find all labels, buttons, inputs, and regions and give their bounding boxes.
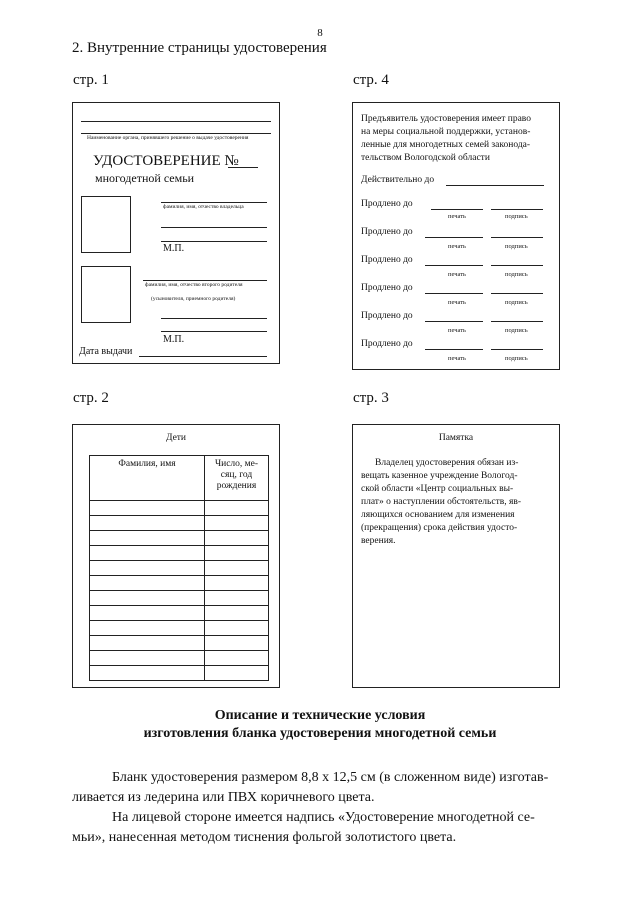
page4-label: стр. 4 [353,72,389,88]
page2-label: стр. 2 [73,390,109,406]
signature-caption: подпись [505,355,528,362]
issue-date-line [139,356,267,357]
table-header-row [90,456,269,501]
memo-line-2: вещать казенное учреждение Вологод- [361,471,518,481]
table-row [90,546,269,561]
column-header-birthdate: Число, ме- сяц, год рождения [205,456,269,501]
parent2-line-2 [161,318,267,319]
page1-frame [72,102,280,364]
rights-line-1: Предъявитель удостоверения имеет право [361,114,531,124]
photo-box-1 [81,196,131,253]
extended-until-label: Продлено до [361,255,413,265]
page3-label: стр. 3 [353,390,389,406]
org-caption: Наименование органа, принявшего решение о выдаче удостоверения [87,135,249,141]
number-line [228,167,258,168]
valid-until-label: Действительно до [361,175,435,185]
extended-until-label: Продлено до [361,311,413,321]
holder-caption: фамилия, имя, отчество владельца [163,204,244,210]
stamp-caption: печать [448,213,466,220]
certificate-title: УДОСТОВЕРЕНИЕ № [93,153,239,169]
stamp-line [425,237,483,238]
stamp-place-2: М.П. [163,334,185,345]
rights-line-4: тельством Вологодской области [361,153,490,163]
extended-until-label: Продлено до [361,227,413,237]
children-table [89,455,269,681]
memo-line-3: ской области «Центр социальных вы- [361,484,514,494]
certificate-subtitle: многодетной семьи [95,171,195,185]
table-row [90,606,269,621]
stamp-line [425,293,483,294]
table-row [90,576,269,591]
signature-line [491,321,543,322]
memo-line-6: (прекращения) срока действия удосто- [361,523,518,533]
page3-frame [352,424,560,688]
signature-line [491,209,543,210]
signature-caption: подпись [505,243,528,250]
column-header-name: Фамилия, имя [90,456,205,501]
extended-until-label: Продлено до [361,199,413,209]
extended-until-label: Продлено до [361,283,413,293]
rights-line-3: ленные для многодетных семей законода- [361,140,531,150]
children-title: Дети [165,433,187,443]
signature-caption: подпись [505,299,528,306]
signature-line [491,237,543,238]
table-row [90,636,269,651]
page2-frame [72,424,280,688]
holder-line-2 [161,227,267,228]
parent2-line [143,280,267,281]
signature-caption: подпись [505,213,528,220]
paragraph-2-line-1: На лицевой стороне имеется надпись «Удостоверение многодетной се- [112,810,535,825]
table-row [90,561,269,576]
memo-line-7: верения. [361,536,396,546]
table-row [90,501,269,516]
table-row [90,651,269,666]
signature-line [491,293,543,294]
photo-box-2 [81,266,131,323]
stamp-place-1: М.П. [163,243,185,254]
memo-line-5: ляющихся основанием для изменения [361,510,515,520]
memo-title: Памятка [438,433,474,443]
page4-frame [352,102,560,370]
memo-line-1: Владелец удостоверения обязан из- [375,458,519,468]
stamp-line [425,321,483,322]
stamp-caption: печать [448,271,466,278]
extended-until-label: Продлено до [361,339,413,349]
paragraph-1-line-2: ливается из ледерина или ПВХ коричневого цвета. [72,790,375,805]
table-row [90,621,269,636]
description-heading-2: изготовления бланка удостоверения многодетной семьи [143,726,497,741]
org-line-2 [81,133,271,134]
stamp-caption: печать [448,327,466,334]
page-number: 8 [317,27,323,39]
stamp-caption: печать [448,299,466,306]
memo-line-4: плат» о наступлении обстоятельств, яв- [361,497,521,507]
signature-caption: подпись [505,327,528,334]
table-row [90,591,269,606]
stamp-line [425,265,483,266]
page1-label: стр. 1 [73,72,109,88]
stamp-caption: печать [448,355,466,362]
stamp-line [431,209,483,210]
parent2-sub-caption: (усыновителя, приемного родителя) [151,296,236,302]
parent2-line-3 [161,331,267,332]
parent2-caption: фамилия, имя, отчество второго родителя [145,282,243,288]
signature-caption: подпись [505,271,528,278]
org-line [81,121,271,122]
paragraph-2-line-2: мьи», нанесенная методом тиснения фольгой золотистого цвета. [72,830,457,845]
table-row [90,531,269,546]
table-row [90,666,269,681]
stamp-caption: печать [448,243,466,250]
stamp-line [425,349,483,350]
holder-line [161,202,267,203]
description-heading-1: Описание и технические условия [214,708,426,723]
section-title: 2. Внутренние страницы удостоверения [72,40,327,56]
holder-line-3 [161,241,267,242]
issue-date-label: Дата выдачи [79,346,133,357]
paragraph-1-line-1: Бланк удостоверения размером 8,8 х 12,5 см (в сложенном виде) изготав- [112,770,549,785]
rights-line-2: на меры социальной поддержки, установ- [361,127,531,137]
signature-line [491,265,543,266]
table-row [90,516,269,531]
signature-line [491,349,543,350]
valid-until-line [446,185,544,186]
